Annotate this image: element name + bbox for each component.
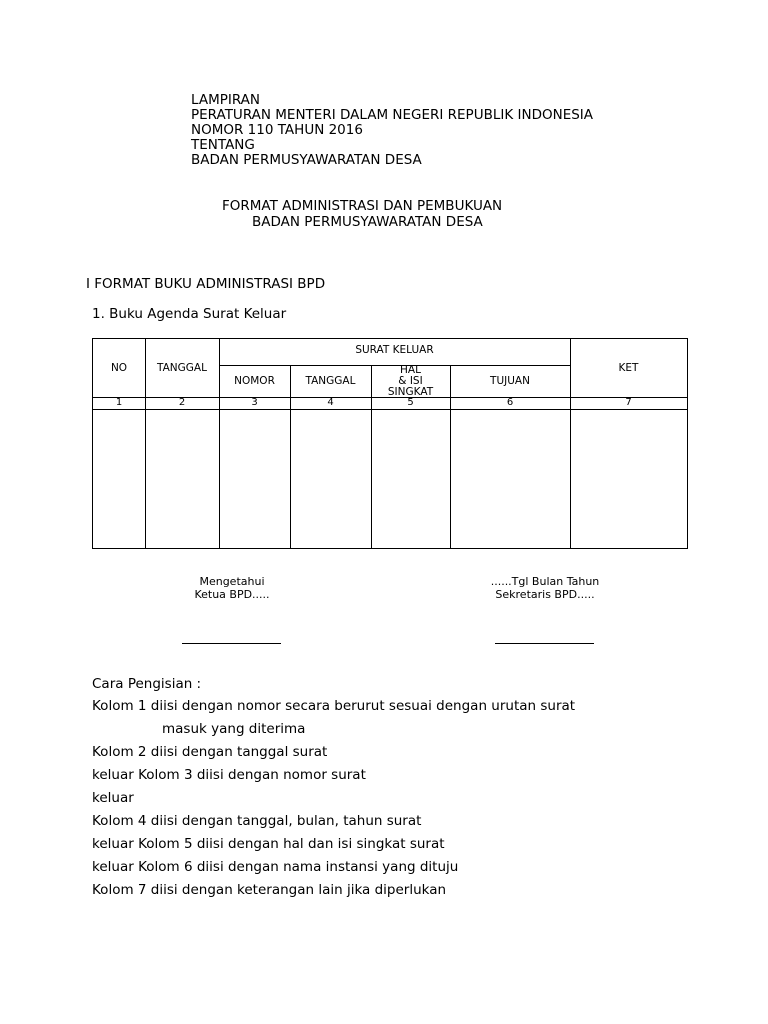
header-surat-keluar: SURAT KELUAR	[355, 344, 434, 356]
signature-left	[172, 575, 292, 601]
header-hal-isi-singkat	[371, 365, 450, 398]
header-hal-line: & ISI	[398, 375, 423, 387]
header-tentang: TENTANG	[191, 137, 255, 153]
signature-right-line2: Sekretaris BPD.....	[495, 588, 595, 601]
header-no: NO	[110, 362, 128, 374]
doc-title-line2: BADAN PERMUSYAWARATAN DESA	[252, 214, 483, 230]
subsection-title: 1. Buku Agenda Surat Keluar	[92, 306, 287, 322]
header-tanggal-surat: TANGGAL	[305, 375, 356, 387]
header-tanggal: TANGGAL	[157, 362, 207, 374]
section-title: I FORMAT BUKU ADMINISTRASI BPD	[86, 276, 326, 292]
header-tujuan: TUJUAN	[490, 375, 530, 387]
instruction-line: Kolom 4 diisi dengan tanggal, bulan, tahun surat	[92, 813, 422, 829]
instruction-line: Kolom 7 diisi dengan keterangan lain jika diperlukan	[92, 882, 447, 898]
column-number: 3	[251, 397, 258, 408]
instruction-line: keluar	[92, 790, 134, 806]
header-nomor: NOMOR 110 TAHUN 2016	[191, 122, 363, 138]
header-nomor: NOMOR	[234, 375, 275, 387]
instruction-line: keluar Kolom 5 diisi dengan hal dan isi singkat surat	[92, 836, 445, 852]
header-hal-line: SINGKAT	[387, 386, 434, 398]
instruction-line: keluar Kolom 3 diisi dengan nomor surat	[92, 767, 366, 783]
column-number: 4	[327, 397, 334, 408]
instruction-line: Kolom 2 diisi dengan tanggal surat	[92, 744, 328, 760]
doc-title-line1: FORMAT ADMINISTRASI DAN PEMBUKUAN	[222, 198, 503, 214]
signature-left-line1: Mengetahui	[199, 575, 265, 588]
table-divider	[290, 365, 291, 548]
table-divider	[219, 339, 220, 548]
header-peraturan: PERATURAN MENTERI DALAM NEGERI REPUBLIK INDONESIA	[191, 107, 594, 123]
column-number: 1	[115, 397, 123, 408]
signature-right	[470, 575, 620, 601]
signature-line-right	[495, 643, 594, 644]
signature-right-line1: ......Tgl Bulan Tahun	[490, 575, 600, 588]
header-ket: KET	[618, 362, 639, 374]
signature-line-left	[182, 643, 281, 644]
header-lampiran: LAMPIRAN	[191, 92, 261, 108]
column-number: 2	[178, 397, 186, 408]
column-number: 5	[407, 397, 414, 408]
column-number: 7	[625, 397, 632, 408]
instructions-heading: Cara Pengisian :	[92, 676, 202, 692]
table-divider	[93, 409, 687, 410]
column-number: 6	[506, 397, 514, 408]
instruction-line: masuk yang diterima	[162, 721, 306, 737]
signature-left-line2: Ketua BPD.....	[194, 588, 270, 601]
instruction-line: Kolom 1 diisi dengan nomor secara berurut sesuai dengan urutan surat	[92, 698, 576, 714]
header-badan: BADAN PERMUSYAWARATAN DESA	[191, 152, 422, 168]
header-hal-line: HAL	[400, 364, 421, 376]
instruction-line: keluar Kolom 6 diisi dengan nama instansi yang dituju	[92, 859, 459, 875]
agenda-table	[92, 338, 688, 549]
table-divider	[450, 365, 451, 548]
